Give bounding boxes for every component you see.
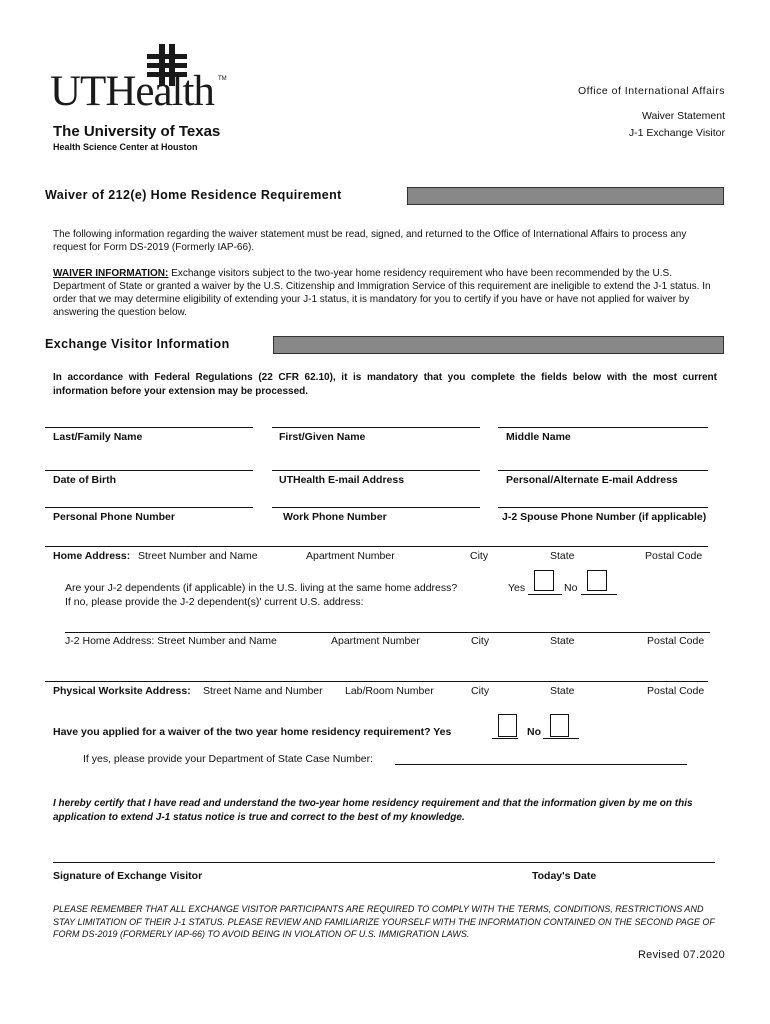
uth-email-label: UTHealth E-mail Address — [279, 474, 405, 486]
trademark: TM — [218, 76, 227, 82]
home-address-line[interactable] — [45, 546, 708, 547]
first-name-label: First/Given Name — [279, 431, 366, 443]
dob-label: Date of Birth — [53, 474, 116, 486]
alt-email-label: Personal/Alternate E-mail Address — [506, 474, 678, 486]
home-address-label: Home Address: — [53, 550, 131, 562]
university-subtitle: Health Science Center at Houston — [53, 142, 198, 152]
j2-no-underline — [581, 594, 617, 595]
worksite-address-label: Physical Worksite Address: — [53, 685, 191, 697]
visitor-title-bar — [273, 336, 724, 354]
last-name-label: Last/Family Name — [53, 431, 143, 443]
j2-address-line[interactable] — [65, 632, 710, 633]
j2-city-label: City — [471, 635, 490, 647]
doc-subtitle: J-1 Exchange Visitor — [628, 127, 725, 139]
waiver-title-bar — [407, 187, 724, 205]
last-name-line[interactable] — [45, 427, 253, 428]
waiver-section-title: Waiver of 212(e) Home Residence Requirement — [45, 188, 342, 202]
certification-statement: I hereby certify that I have read and understand the two-year home residency requirement and that the information given by me on this application to extend J-1 status notice is true and correct to the best of my knowledge. — [53, 798, 693, 823]
waiver-info-paragraph — [53, 267, 721, 319]
j2-if-no-text: If no, please provide the J-2 dependent(s)' current U.S. address: — [65, 596, 364, 608]
j2-no-checkbox[interactable] — [587, 570, 607, 591]
j2-yes-underline — [528, 594, 562, 595]
work-phone-line[interactable] — [272, 507, 480, 508]
waiver-yes-checkbox[interactable] — [498, 714, 517, 737]
first-name-line[interactable] — [272, 427, 480, 428]
case-number-label: If yes, please provide your Department of State Case Number: — [83, 753, 374, 765]
home-state-label: State — [550, 550, 575, 562]
alt-email-line[interactable] — [498, 470, 708, 471]
doc-title: Waiver Statement — [641, 110, 725, 122]
spouse-phone-line[interactable] — [498, 507, 708, 508]
j2-yes-label: Yes — [508, 582, 526, 594]
work-phone-label: Work Phone Number — [283, 511, 387, 523]
case-number-line[interactable] — [395, 764, 687, 765]
waiver-yes-underline — [492, 738, 518, 739]
home-city-label: City — [470, 550, 489, 562]
home-apartment-label: Apartment Number — [306, 550, 395, 562]
middle-name-line[interactable] — [498, 427, 708, 428]
waiver-info-label: WAIVER INFORMATION: — [53, 268, 169, 279]
j2-question: Are your J-2 dependents (if applicable) in the U.S. living at the same home address? — [65, 582, 458, 594]
revision-date: Revised 07.2020 — [637, 949, 725, 961]
worksite-address-line[interactable] — [45, 681, 708, 682]
uth-email-line[interactable] — [272, 470, 480, 471]
waiver-no-label: No — [527, 726, 541, 738]
waiver-info-text: Exchange visitors subject to the two-year home residency requirement who have been recommended by the U.S. Department of State or granted a waiver by the U.S. Citizenship and Immigration Service of this requirement are ineligible to extend the J-1 status. In order that we may determine eligibility of extending your J-1 status, it is mandatory for you to certify if you have or have not applied for waiver by answering the question below. — [53, 268, 711, 318]
worksite-state-label: State — [550, 685, 575, 697]
j2-street-label: J-2 Home Address: Street Number and Name — [65, 635, 277, 647]
signature-line[interactable] — [53, 862, 715, 863]
middle-name-label: Middle Name — [506, 431, 571, 443]
home-street-label: Street Number and Name — [138, 550, 258, 562]
logo-wordmark: UTHealth — [50, 68, 214, 115]
waiver-no-underline — [543, 738, 579, 739]
dob-line[interactable] — [45, 470, 253, 471]
waiver-intro: The following information regarding the waiver statement must be read, signed, and returned to the Office of International Affairs to process any request for Form DS-2019 (Formerly IAP-66). — [53, 229, 687, 253]
waiver-no-checkbox[interactable] — [550, 714, 569, 737]
compliance-notice: PLEASE REMEMBER THAT ALL EXCHANGE VISITOR PARTICIPANTS ARE REQUIRED TO COMPLY WITH THE TERMS, CONDITIONS, RESTRICTIONS AND STAY LIMITATION OF THEIR J-1 STATUS. PLEASE REVIEW AND FAMILIARIZE YOURSELF WITH THE INFORMATION CONTAINED ON THE SECOND PAGE OF FORM DS-2019 (FORMERLY IAP-66) TO AVOID BEING IN VIOLATION OF U.S. IMMIGRATION LAWS. — [53, 904, 715, 939]
university-name: The University of Texas — [53, 123, 221, 140]
home-postal-label: Postal Code — [645, 550, 703, 562]
j2-no-label: No — [564, 582, 578, 594]
j2-state-label: State — [550, 635, 575, 647]
visitor-section-title: Exchange Visitor Information — [45, 337, 230, 351]
date-label: Today's Date — [532, 870, 597, 882]
worksite-city-label: City — [471, 685, 490, 697]
signature-label: Signature of Exchange Visitor — [53, 870, 203, 882]
regulation-note: In accordance with Federal Regulations (22 CFR 62.10), it is mandatory that you complete the fields below with the most current information before your extension may be processed. — [53, 372, 717, 397]
j2-yes-checkbox[interactable] — [534, 570, 554, 591]
worksite-street-label: Street Name and Number — [203, 685, 323, 697]
personal-phone-line[interactable] — [45, 507, 253, 508]
office-name: Office of International Affairs — [577, 85, 725, 97]
j2-postal-label: Postal Code — [647, 635, 705, 647]
spouse-phone-label: J-2 Spouse Phone Number (if applicable) — [502, 511, 707, 523]
waiver-question: Have you applied for a waiver of the two year home residency requirement? Yes — [53, 726, 452, 738]
personal-phone-label: Personal Phone Number — [53, 511, 175, 523]
worksite-postal-label: Postal Code — [647, 685, 705, 697]
worksite-room-label: Lab/Room Number — [345, 685, 434, 697]
j2-apartment-label: Apartment Number — [331, 635, 420, 647]
